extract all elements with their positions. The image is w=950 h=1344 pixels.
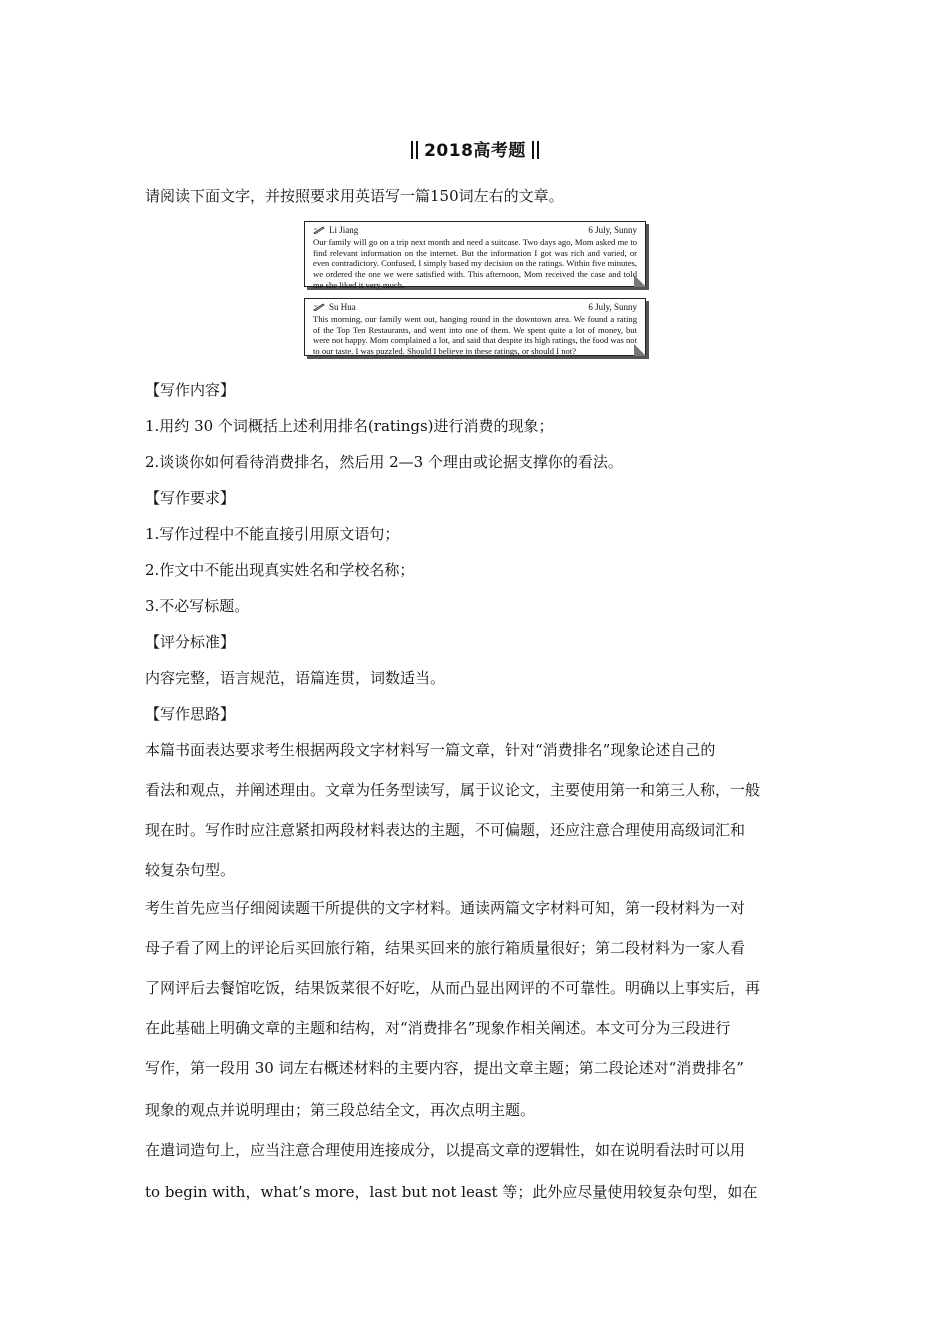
double-bar-right-icon (532, 141, 539, 159)
approach-line: 在此基础上明确文章的主题和结构，对“消费排名”现象作相关阐述。本文可分为三段进行 (145, 1019, 731, 1037)
diary-text: This morning, our family went out, hanging round in the downtown area. We found a rating of the Top Ten Restaurants, and went into one of them. We spent quite a lot of money, but were not happy. Mom complained a lot, and said that despite its high ratings, the food was not to our taste. I was puzzled. Should I believe in these ratings, or should I not? (313, 313, 637, 357)
pen-icon (313, 303, 325, 311)
approach-line: 写作，第一段用 30 词左右概述材料的主要内容，提出文章主题；第二段论述对“消费排名” (145, 1059, 744, 1077)
diary-text: Our family will go on a trip next month and need a suitcase. Two days ago, Mom asked me to find relevant information on the internet. But the information I got was rich and varied, or even contradictory. Confused, I simply based my decision on the ratings. Within five minutes, we ordered the one we were satisfied with. This afternoon, Mom received the case and told me she liked it very much. (313, 236, 637, 290)
approach-line: to begin with，what’s more，last but not least 等；此外应尽量使用较复杂句型，如在 (145, 1183, 758, 1201)
intro-text: 请阅读下面文字，并按照要求用英语写一篇150词左右的文章。 (145, 187, 564, 205)
section-heading (0, 136, 950, 161)
diary-author: Su Hua (329, 302, 356, 312)
page-curl-icon (634, 275, 646, 287)
approach-line: 母子看了网上的评论后买回旅行箱，结果买回来的旅行箱质量很好；第二段材料为一家人看 (145, 939, 746, 957)
section-label-requirements: 【写作要求】 (145, 489, 236, 507)
requirement-item-1: 1.写作过程中不能直接引用原文语句； (145, 525, 400, 543)
page-curl-icon (634, 344, 646, 356)
approach-line: 现在时。写作时应注意紧扣两段材料表达的主题，不可偏题，还应注意合理使用高级词汇和 (145, 821, 746, 839)
section-label-content: 【写作内容】 (145, 381, 236, 399)
approach-line: 考生首先应当仔细阅读题干所提供的文字材料。通读两篇文字材料可知，第一段材料为一对 (145, 899, 746, 917)
scoring-text: 内容完整，语言规范，语篇连贯，词数适当。 (145, 669, 446, 687)
approach-line: 了网评后去餐馆吃饭，结果饭菜很不好吃，从而凸显出网评的不可靠性。明确以上事实后，再 (145, 979, 761, 997)
approach-line: 现象的观点并说明理由；第三段总结全文，再次点明主题。 (145, 1101, 536, 1119)
double-bar-left-icon (411, 141, 418, 159)
approach-line: 本篇书面表达要求考生根据两段文字材料写一篇文章，针对“消费排名”现象论述自己的 (145, 741, 716, 759)
section-label-approach: 【写作思路】 (145, 705, 236, 723)
approach-line: 看法和观点，并阐述理由。文章为任务型读写，属于议论文，主要使用第一和第三人称，一般 (145, 781, 761, 799)
diary-author: Li Jiang (329, 225, 359, 235)
content-item-2: 2.谈谈你如何看待消费排名，然后用 2—3 个理由或论据支撑你的看法。 (145, 453, 623, 471)
diary-card-li-jiang (304, 221, 646, 290)
diary-date: 6 July, Sunny (588, 302, 637, 312)
approach-line: 较复杂句型。 (145, 861, 236, 879)
diary-date: 6 July, Sunny (588, 225, 637, 235)
diary-card-su-hua (304, 298, 646, 356)
pen-icon (313, 226, 325, 234)
requirement-item-2: 2.作文中不能出现真实姓名和学校名称； (145, 561, 415, 579)
heading-text: 2018高考题 (424, 141, 526, 161)
approach-line: 在遣词造句上，应当注意合理使用连接成分，以提高文章的逻辑性，如在说明看法时可以用 (145, 1141, 746, 1159)
content-item-1: 1.用约 30 个词概括上述利用排名(ratings)进行消费的现象； (145, 417, 554, 435)
requirement-item-3: 3.不必写标题。 (145, 597, 250, 615)
section-label-scoring: 【评分标准】 (145, 633, 236, 651)
